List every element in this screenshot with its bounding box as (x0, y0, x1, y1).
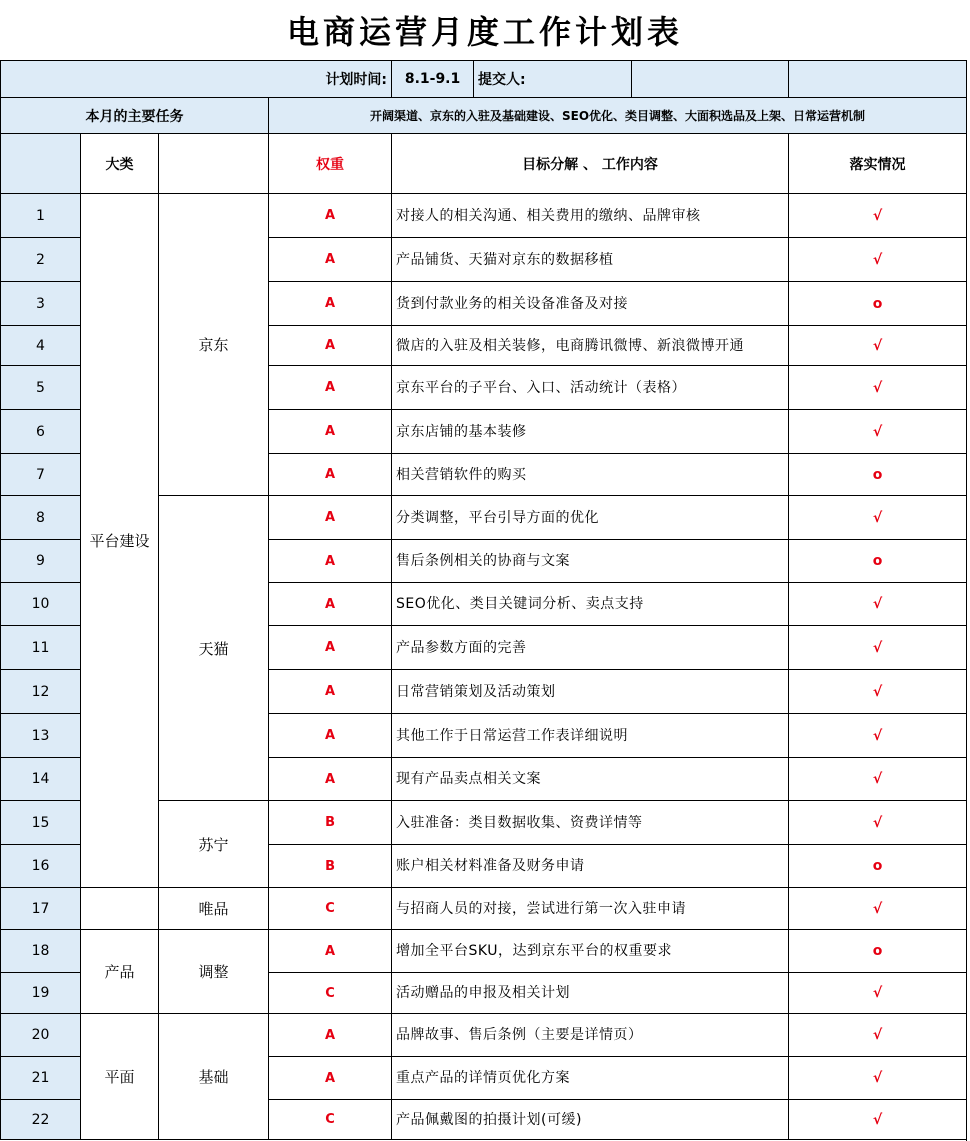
row-number: 16 (1, 845, 81, 888)
weight-cell[interactable]: A (269, 1057, 392, 1100)
submitter-label: 提交人: (474, 61, 632, 98)
status-cell[interactable]: √ (789, 194, 967, 238)
task-cell[interactable]: 活动赠品的申报及相关计划 (392, 973, 789, 1014)
subcategory-cell[interactable]: 唯品 (159, 888, 269, 930)
weight-cell[interactable]: C (269, 888, 392, 930)
status-cell[interactable]: √ (789, 801, 967, 845)
task-cell[interactable]: 日常营销策划及活动策划 (392, 670, 789, 714)
subcategory-cell[interactable]: 苏宁 (159, 801, 269, 888)
row-number: 1 (1, 194, 81, 238)
task-cell[interactable]: 对接人的相关沟通、相关费用的缴纳、品牌审核 (392, 194, 789, 238)
task-cell[interactable]: 相关营销软件的购买 (392, 454, 789, 496)
status-cell[interactable]: √ (789, 410, 967, 454)
category-cell[interactable]: 产品 (81, 930, 159, 1014)
task-cell[interactable]: 入驻准备：类目数据收集、资费详情等 (392, 801, 789, 845)
row-number: 17 (1, 888, 81, 930)
weight-cell[interactable]: A (269, 714, 392, 758)
subcategory-cell[interactable]: 天猫 (159, 496, 269, 801)
weight-cell[interactable]: A (269, 626, 392, 670)
task-cell[interactable]: 现有产品卖点相关文案 (392, 758, 789, 801)
header-target: 目标分解 、 工作内容 (392, 134, 789, 194)
row-number: 8 (1, 496, 81, 540)
weight-cell[interactable]: A (269, 194, 392, 238)
row-number: 15 (1, 801, 81, 845)
weight-cell[interactable]: A (269, 540, 392, 583)
row-number: 4 (1, 326, 81, 366)
sheet-right-border (966, 60, 967, 1141)
status-cell[interactable]: o (789, 540, 967, 583)
row-number: 21 (1, 1057, 81, 1100)
main-tasks-row (1, 98, 967, 134)
weight-cell[interactable]: A (269, 454, 392, 496)
subcategory-cell[interactable]: 基础 (159, 1014, 269, 1140)
table-row (1, 194, 967, 238)
task-cell[interactable]: 产品铺货、天猫对京东的数据移植 (392, 238, 789, 282)
status-cell[interactable]: √ (789, 973, 967, 1014)
submitter-value[interactable] (632, 61, 789, 98)
weight-cell[interactable]: C (269, 1100, 392, 1140)
plan-time-label: 计划时间: (1, 61, 392, 98)
row-number: 19 (1, 973, 81, 1014)
row-number: 3 (1, 282, 81, 326)
extra-cell[interactable] (789, 61, 967, 98)
header-category: 大类 (81, 134, 159, 194)
status-cell[interactable]: √ (789, 496, 967, 540)
weight-cell[interactable]: B (269, 845, 392, 888)
weight-cell[interactable]: A (269, 670, 392, 714)
task-cell[interactable]: 产品参数方面的完善 (392, 626, 789, 670)
work-plan-table (0, 60, 967, 1140)
status-cell[interactable]: o (789, 930, 967, 973)
table-row (1, 888, 967, 930)
status-cell[interactable]: √ (789, 583, 967, 626)
row-number: 12 (1, 670, 81, 714)
task-cell[interactable]: 京东店铺的基本装修 (392, 410, 789, 454)
status-cell[interactable]: √ (789, 1014, 967, 1057)
main-tasks-value[interactable]: 开阔渠道、京东的入驻及基础建设、SEO优化、类目调整、大面积选品及上架、日常运营机制 (269, 98, 967, 134)
subcategory-cell[interactable]: 调整 (159, 930, 269, 1014)
task-cell[interactable]: 其他工作于日常运营工作表详细说明 (392, 714, 789, 758)
row-number: 9 (1, 540, 81, 583)
row-number: 13 (1, 714, 81, 758)
table-row (1, 930, 967, 973)
row-number: 11 (1, 626, 81, 670)
status-cell[interactable]: √ (789, 888, 967, 930)
task-cell[interactable]: 与招商人员的对接，尝试进行第一次入驻申请 (392, 888, 789, 930)
task-cell[interactable]: 品牌故事、售后条例（主要是详情页） (392, 1014, 789, 1057)
row-number: 18 (1, 930, 81, 973)
category-cell[interactable]: 平台建设 (81, 194, 159, 888)
row-number: 20 (1, 1014, 81, 1057)
status-cell[interactable]: o (789, 454, 967, 496)
task-cell[interactable]: 产品佩戴图的拍摄计划(可缓) (392, 1100, 789, 1140)
task-cell[interactable]: 货到付款业务的相关设备准备及对接 (392, 282, 789, 326)
status-cell[interactable]: √ (789, 238, 967, 282)
status-cell[interactable]: o (789, 282, 967, 326)
weight-cell[interactable]: B (269, 801, 392, 845)
status-cell[interactable]: √ (789, 366, 967, 410)
header-weight: 权重 (269, 134, 392, 194)
status-cell[interactable]: √ (789, 714, 967, 758)
header-number (1, 134, 81, 194)
category-cell[interactable] (81, 888, 159, 930)
plan-time-value[interactable]: 8.1-9.1 (392, 61, 474, 98)
task-cell[interactable]: 分类调整，平台引导方面的优化 (392, 496, 789, 540)
status-cell[interactable]: √ (789, 1057, 967, 1100)
row-number: 10 (1, 583, 81, 626)
header-status: 落实情况 (789, 134, 967, 194)
row-number: 14 (1, 758, 81, 801)
status-cell[interactable]: √ (789, 670, 967, 714)
column-header-row (1, 134, 967, 194)
header-subcategory (159, 134, 269, 194)
weight-cell[interactable]: A (269, 238, 392, 282)
subcategory-cell[interactable]: 京东 (159, 194, 269, 496)
task-cell[interactable]: 京东平台的子平台、入口、活动统计（表格） (392, 366, 789, 410)
task-cell[interactable]: 售后条例相关的协商与文案 (392, 540, 789, 583)
row-number: 7 (1, 454, 81, 496)
weight-cell[interactable]: C (269, 973, 392, 1014)
weight-cell[interactable]: A (269, 282, 392, 326)
weight-cell[interactable]: A (269, 1014, 392, 1057)
row-number: 22 (1, 1100, 81, 1140)
status-cell[interactable]: √ (789, 626, 967, 670)
main-tasks-label: 本月的主要任务 (1, 98, 269, 134)
weight-cell[interactable]: A (269, 758, 392, 801)
weight-cell[interactable]: A (269, 410, 392, 454)
status-cell[interactable]: √ (789, 758, 967, 801)
status-cell[interactable]: √ (789, 1100, 967, 1140)
sheet-title: 电商运营月度工作计划表 (286, 13, 683, 51)
weight-cell[interactable]: A (269, 583, 392, 626)
row-number: 2 (1, 238, 81, 282)
row-number: 6 (1, 410, 81, 454)
task-cell[interactable]: 账户相关材料准备及财务申请 (392, 845, 789, 888)
status-cell[interactable]: o (789, 845, 967, 888)
weight-cell[interactable]: A (269, 326, 392, 366)
row-number: 5 (1, 366, 81, 410)
weight-cell[interactable]: A (269, 496, 392, 540)
plan-time-row (1, 61, 967, 98)
weight-cell[interactable]: A (269, 930, 392, 973)
status-cell[interactable]: √ (789, 326, 967, 366)
task-cell[interactable]: 微店的入驻及相关装修，电商腾讯微博、新浪微博开通 (392, 326, 789, 366)
table-row (1, 1014, 967, 1057)
category-cell[interactable]: 平面 (81, 1014, 159, 1140)
weight-cell[interactable]: A (269, 366, 392, 410)
task-cell[interactable]: SEO优化、类目关键词分析、卖点支持 (392, 583, 789, 626)
task-cell[interactable]: 增加全平台SKU，达到京东平台的权重要求 (392, 930, 789, 973)
task-cell[interactable]: 重点产品的详情页优化方案 (392, 1057, 789, 1100)
